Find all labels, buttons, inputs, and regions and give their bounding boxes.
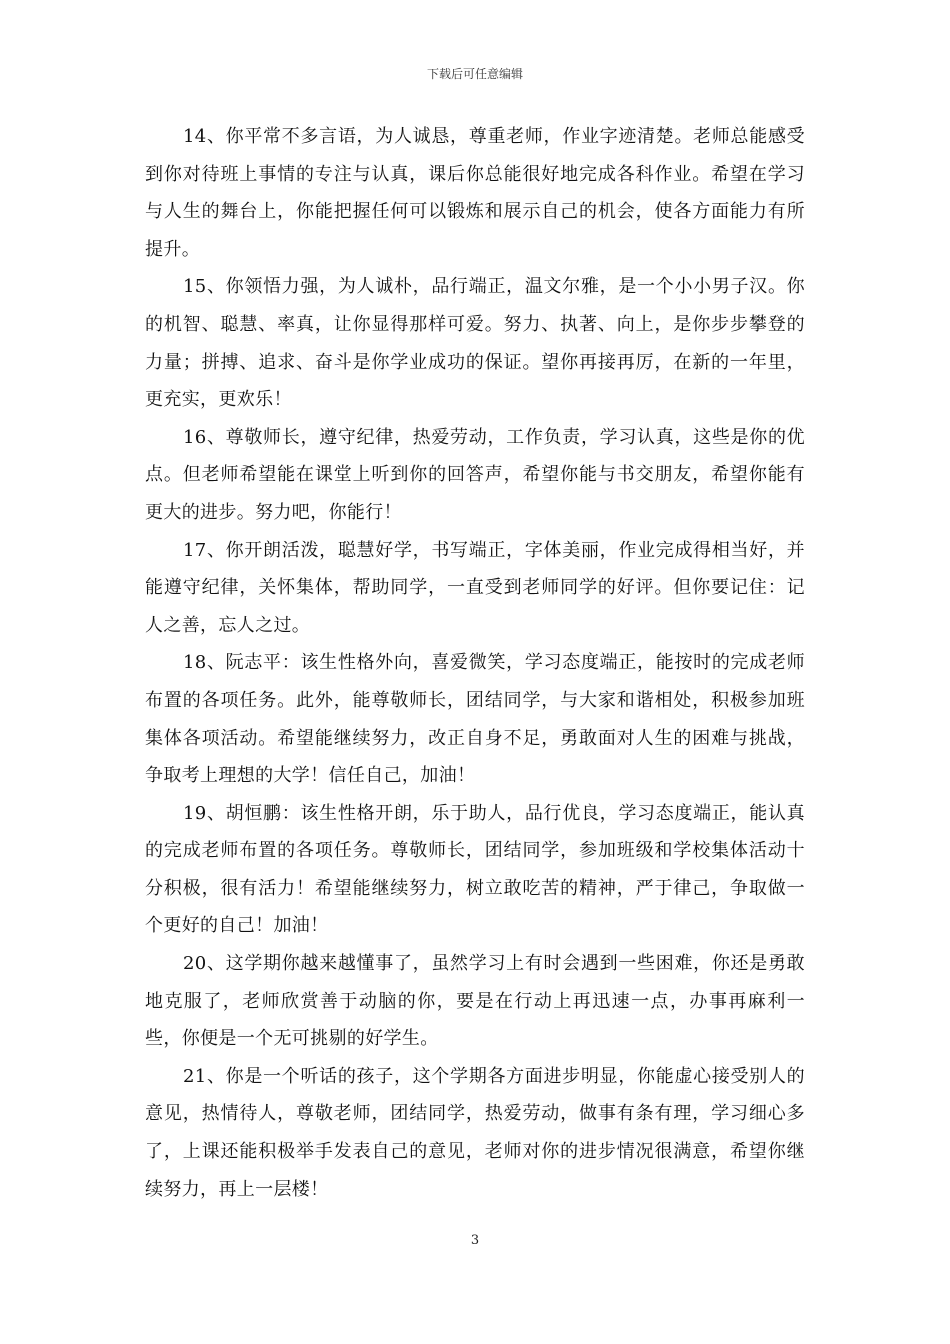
comment-paragraph-19: 19、胡恒鹏：该生性格开朗，乐于助人，品行优良，学习态度端正，能认真的完成老师布置的各项任务。尊敬师长，团结同学，参加班级和学校集体活动十分积极，很有活力！希望能继续努力，树立敢吃苦的精神，严于律己，争取做一个更好的自己！加油！ <box>145 802 805 937</box>
comment-paragraph-21: 21、你是一个听话的孩子，这个学期各方面进步明显，你能虚心接受别人的意见，热情待人，尊敬老师，团结同学，热爱劳动，做事有条有理，学习细心多了，上课还能积极举手发表自己的意见，老师对你的进步情况很满意，希望你继续努力，再上一层楼！ <box>145 1065 805 1200</box>
comment-paragraph-18: 18、阮志平：该生性格外向，喜爱微笑，学习态度端正，能按时的完成老师布置的各项任务。此外，能尊敬师长，团结同学，与大家和谐相处，积极参加班集体各项活动。希望能继续努力，改正自身不足，勇敢面对人生的困难与挑战，争取考上理想的大学！信任自己，加油！ <box>145 652 805 787</box>
comment-paragraph-16: 16、尊敬师长，遵守纪律，热爱劳动，工作负责，学习认真，这些是你的优点。但老师希望能在课堂上听到你的回答声，希望你能与书交朋友，希望你能有更大的进步。努力吧，你能行！ <box>145 426 805 523</box>
comment-paragraph-17: 17、你开朗活泼，聪慧好学，书写端正，字体美丽，作业完成得相当好，并能遵守纪律，关怀集体，帮助同学，一直受到老师同学的好评。但你要记住：记人之善，忘人之过。 <box>145 539 805 636</box>
comment-paragraph-15: 15、你领悟力强，为人诚朴，品行端正，温文尔雅，是一个小小男子汉。你的机智、聪慧、率真，让你显得那样可爱。努力、执著、向上，是你步步攀登的力量；拼搏、追求、奋斗是你学业成功的保证。望你再接再厉，在新的一年里，更充实，更欢乐！ <box>145 276 805 411</box>
comment-paragraph-14: 14、你平常不多言语，为人诚恳，尊重老师，作业字迹清楚。老师总能感受到你对待班上事情的专注与认真，课后你总能很好地完成各科作业。希望在学习与人生的舞台上，你能把握任何可以锻炼和展示自己的机会，使各方面能力有所提升。 <box>145 126 805 260</box>
page-header: 下载后可任意编辑 <box>426 67 523 81</box>
comment-paragraph-20: 20、这学期你越来越懂事了，虽然学习上有时会遇到一些困难，你还是勇敢地克服了，老师欣赏善于动脑的你，要是在行动上再迅速一点，办事再麻利一些，你便是一个无可挑剔的好学生。 <box>145 953 805 1050</box>
page-number: 3 <box>470 1233 480 1248</box>
document-body <box>145 118 805 1208</box>
